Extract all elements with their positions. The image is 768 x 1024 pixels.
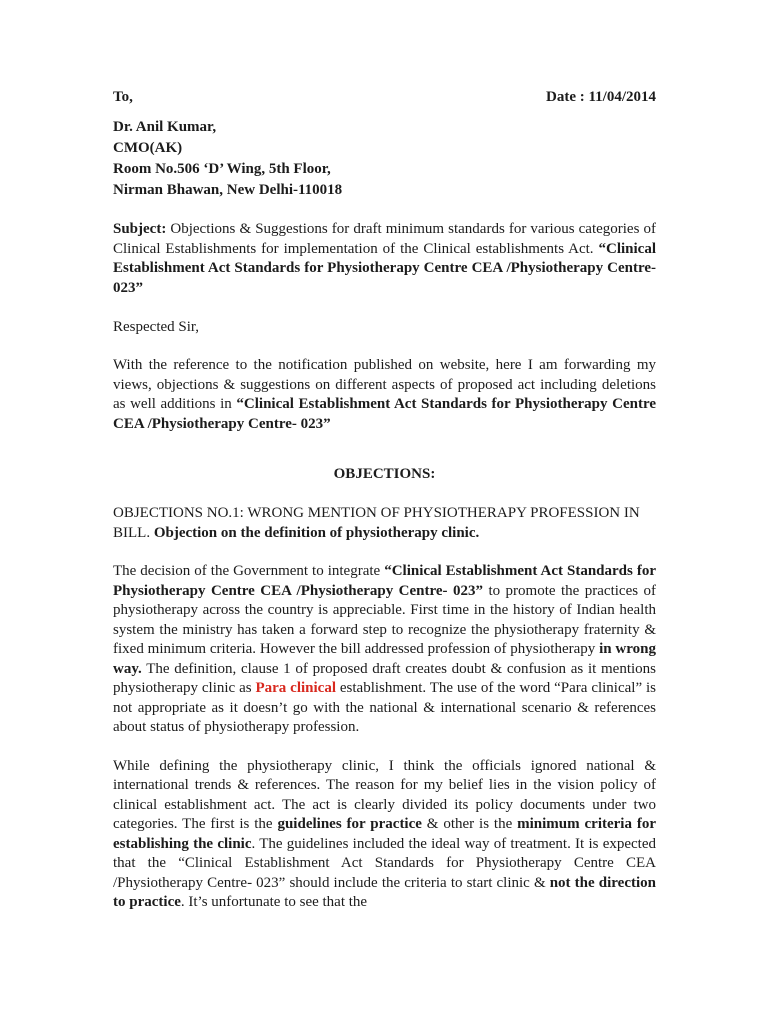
decision-paragraph bbox=[113, 562, 656, 738]
defining-text-4: . It’s unfortunate to see that the bbox=[180, 894, 368, 910]
objection-1-subtitle: Objection on the definition of physiotherapy clinic. bbox=[150, 525, 480, 541]
objections-heading: OBJECTIONS: bbox=[333, 466, 436, 482]
reference-paragraph bbox=[113, 356, 656, 434]
reference-bold-title: “Clinical Establishment Act Standards for Physiotherapy Centre CEA /Physiotherapy Centre- 023” bbox=[113, 396, 656, 432]
decision-text-4: establishment. The use of the word “Para clinical” is not appropriate as it doesn’t go with the national & international scenario & references about status of physiotherapy profession. bbox=[113, 680, 657, 735]
subject-text: Objections & Suggestions for draft minimum standards for various categories of Clinical Establishments for implementation of the Clinical establishments Act. bbox=[113, 221, 656, 257]
recipient-address bbox=[113, 117, 656, 201]
letter-header bbox=[113, 86, 656, 108]
subject-paragraph bbox=[113, 220, 656, 298]
decision-bold-2: in wrong way. bbox=[113, 641, 656, 677]
defining-text-2: & other is the bbox=[421, 816, 518, 832]
defining-text-3: . The guidelines included the ideal way of treatment. It is expected that the “Clinical Establishment Act Standards for Physiotherapy Centre CEA /Physiotherapy Centre- 023” should include the criteria to start clinic & bbox=[113, 835, 656, 891]
decision-bold-1: “Clinical Establishment Act Standards for Physiotherapy Centre CEA /Physiotherapy Centre- 023” bbox=[113, 563, 657, 599]
decision-text-1: The decision of the Government to integrate bbox=[113, 563, 385, 579]
address-line-name: Dr. Anil Kumar, bbox=[113, 119, 217, 135]
salutation: Respected Sir, bbox=[113, 319, 200, 335]
subject-bold-title: “Clinical Establishment Act Standards for Physiotherapy Centre CEA /Physiotherapy Centre- 023” bbox=[113, 240, 656, 296]
objection-1-title: OBJECTIONS NO.1: WRONG MENTION OF PHYSIOTHERAPY PROFESSION IN BILL. bbox=[113, 505, 640, 541]
defining-text-1: While defining the physiotherapy clinic, I think the officials ignored national & international trends & references. The reason for my belief lies in the vision policy of clinical establishment act. The act is clearly divided its policy documents under two categories. The first is the bbox=[113, 757, 656, 832]
address-line-city: Nirman Bhawan, New Delhi-110018 bbox=[113, 182, 343, 198]
subject-label: Subject: bbox=[113, 221, 167, 237]
address-line-room: Room No.506 ‘D’ Wing, 5th Floor, bbox=[113, 161, 331, 177]
letter-page bbox=[113, 86, 656, 913]
defining-bold-1: guidelines for practice bbox=[277, 816, 422, 832]
defining-paragraph bbox=[113, 757, 656, 913]
letter-date: Date : 11/04/2014 bbox=[546, 89, 656, 105]
decision-text-2: to promote the practices of physiotherapy across the country is appreciable. First time in the history of Indian health system the ministry has taken a forward step to recognize the physiotherapy fraternity & fixed minimum criteria. However the bill addressed profession of physiotherapy bbox=[113, 582, 657, 657]
defining-bold-2: minimum criteria for establishing the clinic bbox=[113, 816, 656, 852]
address-line-designation: CMO(AK) bbox=[113, 140, 183, 156]
to-label: To, bbox=[113, 89, 133, 105]
para-clinical-highlight: Para clinical bbox=[255, 680, 336, 696]
objection-1-heading bbox=[113, 503, 656, 543]
reference-text: With the reference to the notification published on website, here I am forwarding my views, objections & suggestions on different aspects of proposed act including deletions as well additions in bbox=[113, 357, 656, 412]
defining-bold-3: not the direction to practice bbox=[113, 874, 656, 910]
decision-text-3: The definition, clause 1 of proposed draft creates doubt & confusion as it mentions physiotherapy clinic as bbox=[113, 660, 656, 696]
